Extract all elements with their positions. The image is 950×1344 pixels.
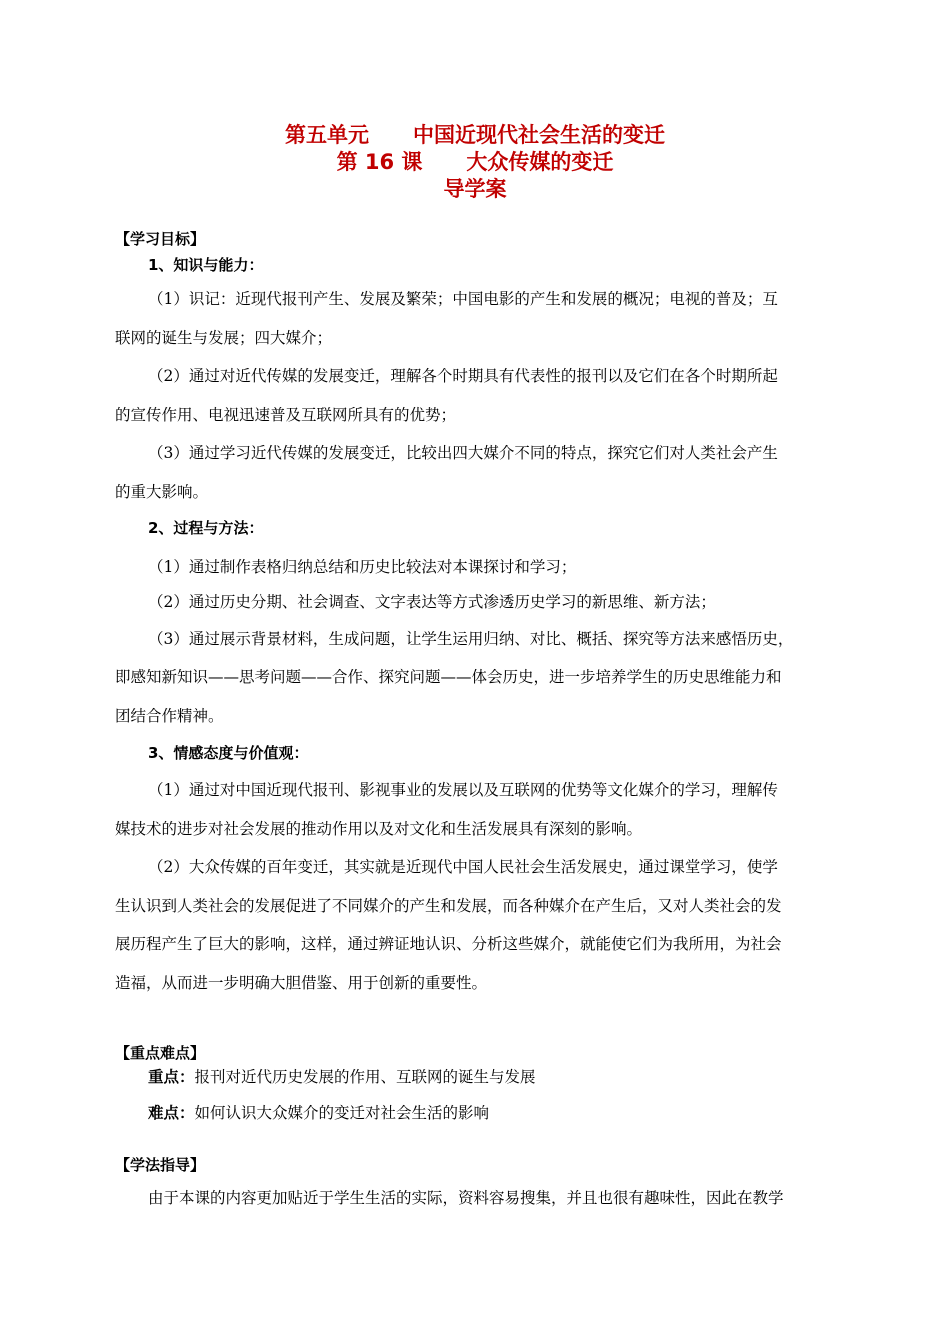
unit-number: 第五单元 <box>285 123 369 147</box>
unit-title <box>0 122 950 148</box>
paragraph-line: 即感知新知识——思考问题——合作、探究问题——体会历史，进一步培养学生的历史思维能力和 <box>115 668 782 686</box>
paragraph-line: 联网的诞生与发展；四大媒介； <box>115 329 333 347</box>
paragraph-line: （1）识记：近现代报刊产生、发展及繁荣；中国电影的产生和发展的概况；电视的普及；互 <box>148 290 778 308</box>
objectives-heading: 【学习目标】 <box>115 230 206 248</box>
paragraph-line: （3）通过展示背景材料，生成问题，让学生运用归纳、对比、概括、探究等方法来感悟历史， <box>148 630 794 648</box>
lesson-number: 第 16 课 <box>336 150 423 174</box>
unit-name: 中国近现代社会生活的变迁 <box>413 123 665 147</box>
paragraph-line: （3）通过学习近代传媒的发展变迁，比较出四大媒介不同的特点，探究它们对人类社会产生 <box>148 444 778 462</box>
paragraph-line: 的宣传作用、电视迅速普及互联网所具有的优势； <box>115 406 457 424</box>
values-heading: 3、情感态度与价值观： <box>148 744 309 762</box>
paragraph-line: 生认识到人类社会的发展促进了不同媒介的产生和发展，而各种媒介在产生后，又对人类社会的发 <box>115 897 782 915</box>
difficult-point-line <box>148 1103 489 1123</box>
paragraph-line: （1）通过对中国近现代报刊、影视事业的发展以及互联网的优势等文化媒介的学习，理解传 <box>148 781 778 799</box>
lesson-title <box>0 149 950 175</box>
paragraph-line: （2）大众传媒的百年变迁，其实就是近现代中国人民社会生活发展史，通过课堂学习，使学 <box>148 858 778 876</box>
difficult-text: 如何认识大众媒介的变迁对社会生活的影响 <box>194 1104 490 1122</box>
lesson-name: 大众传媒的变迁 <box>466 150 614 174</box>
paragraph-line: 团结合作精神。 <box>115 707 224 725</box>
keypoints-heading: 【重点难点】 <box>115 1044 206 1062</box>
paragraph-line: 造福，从而进一步明确大胆借鉴、用于创新的重要性。 <box>115 974 488 992</box>
doc-type-title: 导学案 <box>443 177 507 201</box>
method-heading: 【学法指导】 <box>115 1156 206 1174</box>
paragraph-line: 的重大影响。 <box>115 483 209 501</box>
paragraph-line: 媒技术的进步对社会发展的推动作用以及对文化和生活发展具有深刻的影响。 <box>115 820 643 838</box>
paragraph-line: （2）通过历史分期、社会调查、文字表达等方式渗透历史学习的新思维、新方法； <box>148 593 716 611</box>
paragraph-line: （2）通过对近代传媒的发展变迁，理解各个时期具有代表性的报刊以及它们在各个时期所起 <box>148 367 778 385</box>
key-text: 报刊对近代历史发展的作用、互联网的诞生与发展 <box>194 1068 536 1086</box>
knowledge-heading: 1、知识与能力： <box>148 256 264 274</box>
paragraph-line: 展历程产生了巨大的影响，这样，通过辨证地认识、分析这些媒介，就能使它们为我所用，为社会 <box>115 935 782 953</box>
process-heading: 2、过程与方法： <box>148 519 264 537</box>
difficult-label: 难点： <box>148 1104 195 1122</box>
key-point-line <box>148 1067 536 1087</box>
paragraph-line: 由于本课的内容更加贴近于学生生活的实际，资料容易搜集，并且也很有趣味性，因此在教学 <box>148 1189 784 1207</box>
paragraph-line: （1）通过制作表格归纳总结和历史比较法对本课探讨和学习； <box>148 558 577 576</box>
key-label: 重点： <box>148 1068 195 1086</box>
